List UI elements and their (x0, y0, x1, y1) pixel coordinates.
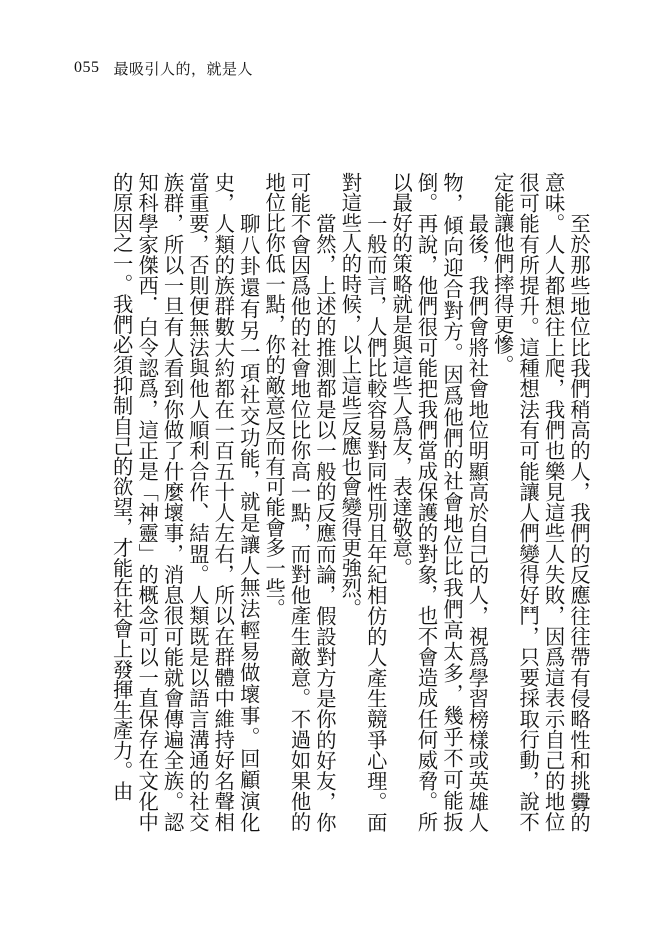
paragraph: 聊八卦還有另一項社交功能，就是讓人無法輕易做壞事。回顧演化史，人類的族群數大約都在一百五十人左右，所以在群體中維持好名聲相當重要，否則便無法與他人順利合作、結盟。人類既是以語言溝通的社交族群，所以一旦有人看到你做了什麼壞事，消息很可能就會傳遍全族。認知科學家傑西．白令認爲，這正是「神靈」的概念可以一直保存在文化中的原因之一。我們必須抑制自己的欲望，才能在社會上發揮生產力。由 (109, 172, 261, 832)
paragraph: 最後，我們會將社會地位明顯高於自己的人，視爲學習榜樣或英雄人物，傾向迎合對方。因爲他們的社會地位比我們高太多，幾乎不可能扳倒。再說，他們很可能把我們當成保護的對象，也不會造成任何威脅。所以最好的策略就是與這些人爲友，表達敬意。 (389, 172, 490, 832)
paragraph: 當然，上述的推測都是以一般的反應而論，假設對方是你的好友，你可能不會因爲他的社會地位比你高一點，而對他產生敵意。不過如果他的地位比你低一點，你的敵意反而有可能會多一些。 (262, 172, 337, 832)
page-number: 055 (74, 59, 100, 76)
vertical-body-text (71, 172, 591, 832)
paragraph: 至於那些地位比我們稍高的人，我們的反應往往帶有侵略性和挑釁的意味。人人都想往上爬，我們也樂見這些人失敗，因爲這表示自己的地位很可能有所提升。這種想法有可能讓人們變得好鬥，只要採取行動，說不定能讓他們摔得更慘。 (490, 172, 591, 832)
page-header (74, 56, 253, 80)
paragraph: 一般而言，人們比較容易對同性別且年紀相仿的人產生競爭心理。面對這些人的時候，以上這些反應也會變得更強烈。 (338, 172, 388, 832)
running-title: 最吸引人的，就是人 (113, 59, 254, 78)
